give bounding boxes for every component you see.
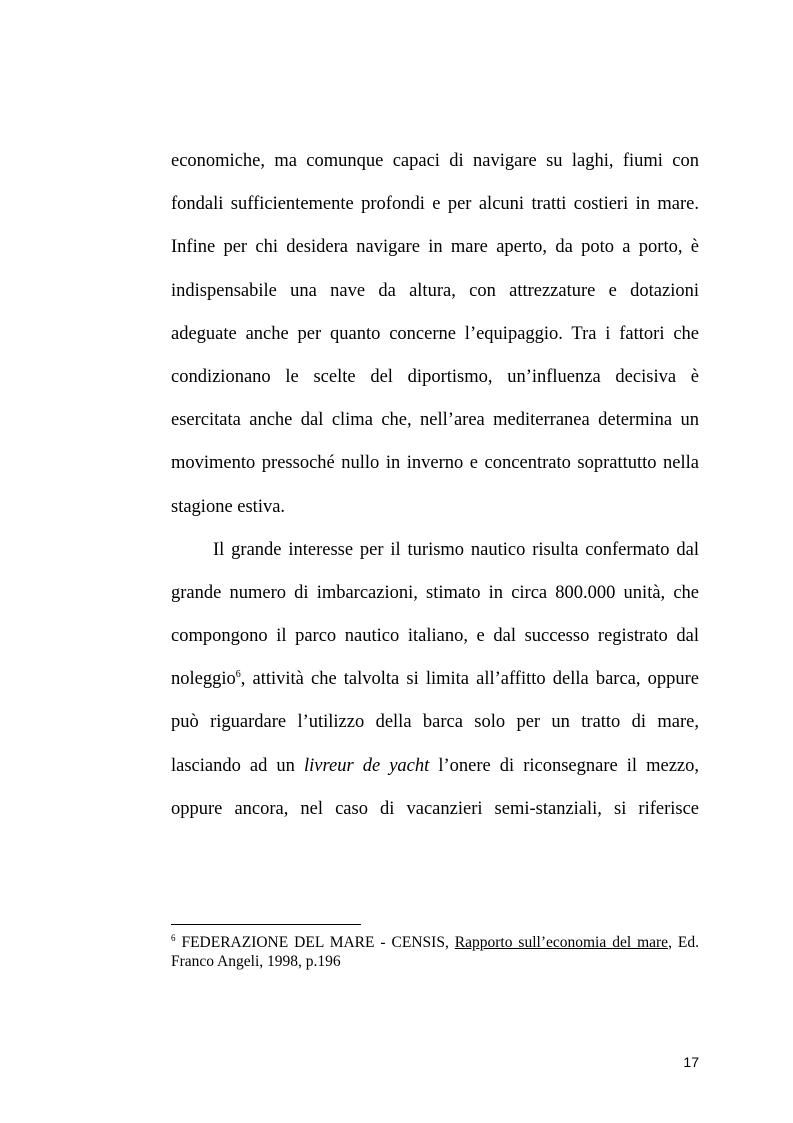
text-line: compongono il parco nautico italiano, e dal successo registrato dal xyxy=(171,626,699,647)
text-line: indispensabile una nave da altura, con attrezzature e dotazioni xyxy=(171,280,699,301)
text-line: Il grande interesse per il turismo nautico risulta confermato dal xyxy=(213,539,699,560)
text-line: stagione estiva. xyxy=(171,496,286,517)
footnote-number: 6 xyxy=(171,933,176,943)
text-line: esercitata anche dal clima che, nell’area mediterranea determina un xyxy=(171,410,699,431)
paragraph-2 xyxy=(171,529,699,831)
text-line: Infine per chi desidera navigare in mare aperto, da poto a porto, è xyxy=(171,237,699,258)
italic-term: livreur de yacht xyxy=(303,755,430,776)
text-segment: , attività che talvolta si limita all’affitto della barca, oppure xyxy=(240,669,699,690)
text-line: adeguate anche per quanto concerne l’equipaggio. Tra i fattori che xyxy=(171,323,699,344)
text-line: condizionano le scelte del diportismo, un’influenza decisiva è xyxy=(171,366,699,387)
footnote-line xyxy=(171,933,699,952)
text-line xyxy=(171,658,699,701)
body-text xyxy=(171,140,699,831)
text-line: economiche, ma comunque capaci di navigare su laghi, fiumi con xyxy=(171,151,699,171)
footnote-reference[interactable]: 6 xyxy=(235,669,241,681)
text-segment: lasciando ad un xyxy=(171,755,304,776)
text-line: grande numero di imbarcazioni, stimato in circa 800.000 unità, che xyxy=(171,582,699,603)
text-line: oppure ancora, nel caso di vacanzieri semi-stanziali, si riferisce xyxy=(171,798,699,819)
text-line: fondali sufficientemente profondi e per alcuni tratti costieri in mare. xyxy=(171,194,699,215)
footnote-text: , Ed. xyxy=(668,934,699,951)
paragraph-1 xyxy=(171,140,699,529)
text-segment: l’onere di riconsegnare il mezzo, xyxy=(429,755,699,776)
footnote-title: Rapporto sull’economia del mare xyxy=(454,934,669,951)
footnote-separator xyxy=(171,924,361,925)
text-segment: noleggio xyxy=(171,669,236,690)
text-line: movimento pressoché nullo in inverno e concentrato soprattutto nella xyxy=(171,453,699,474)
footnote-line: Franco Angeli, 1998, p.196 xyxy=(171,953,341,970)
text-line xyxy=(171,745,699,788)
footnote-text: FEDERAZIONE DEL MARE - CENSIS, xyxy=(175,934,455,951)
footnote xyxy=(171,933,699,971)
text-line: può riguardare l’utilizzo della barca solo per un tratto di mare, xyxy=(171,712,699,733)
page-number: 17 xyxy=(683,1054,699,1070)
